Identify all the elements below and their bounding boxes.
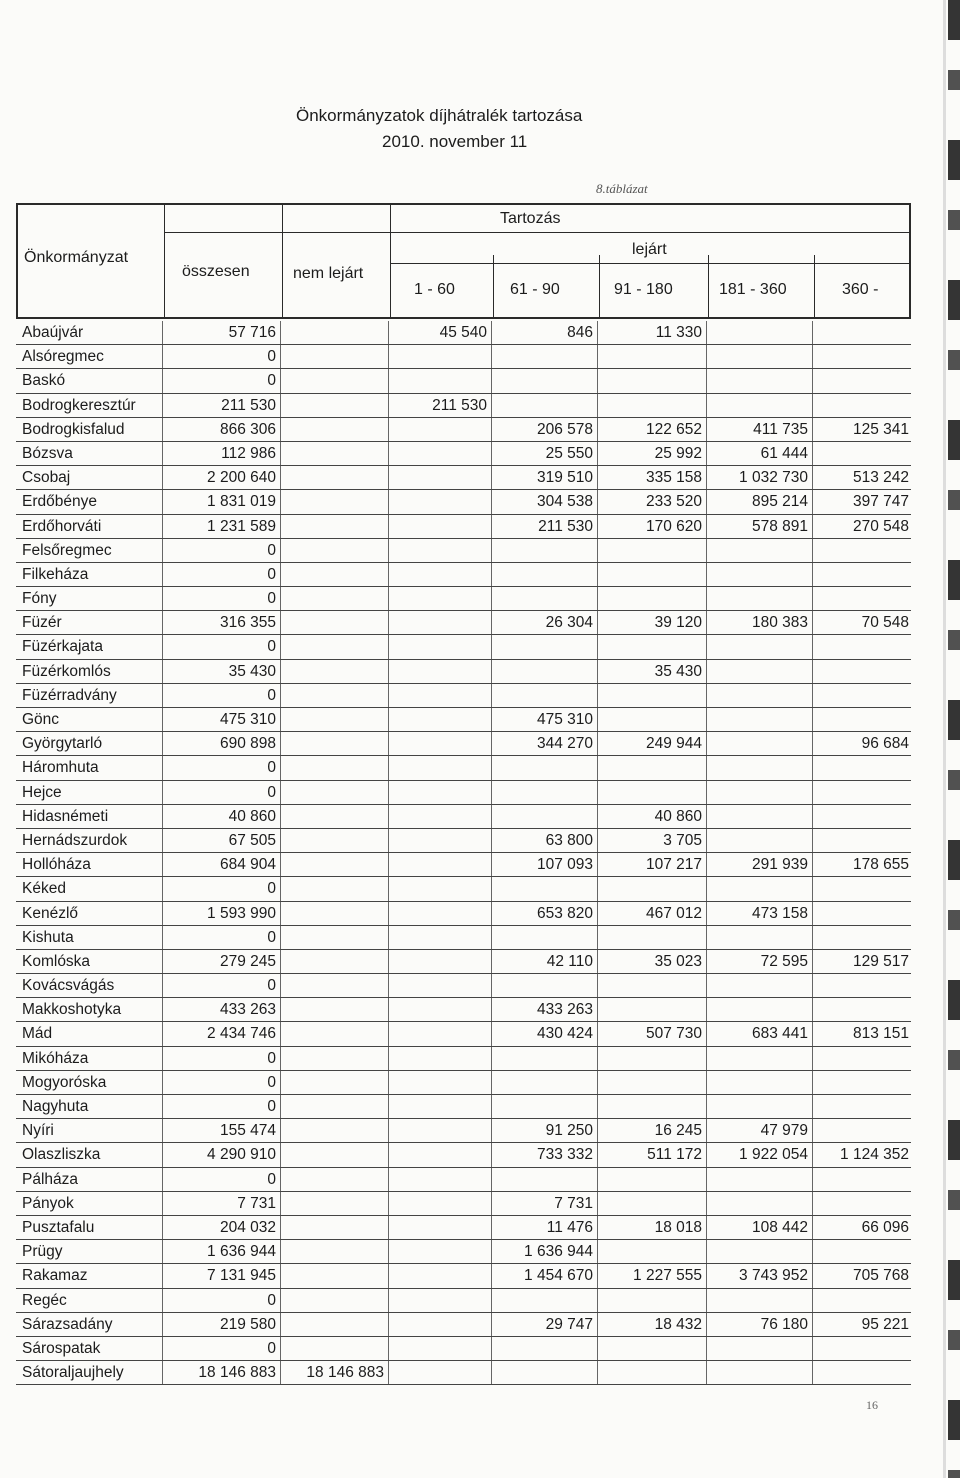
municipality-name: Felsőregmec [22, 541, 112, 559]
cell-b4: 180 383 [751, 614, 808, 632]
table-row [16, 853, 911, 877]
table-row [16, 1216, 911, 1240]
cell-b3: 35 023 [654, 952, 702, 970]
cell-b5: 1 124 352 [840, 1146, 909, 1164]
cell-b4: 1 922 054 [739, 1146, 808, 1164]
cell-osszesen: 0 [267, 928, 276, 946]
table-row [16, 708, 911, 732]
cell-osszesen: 0 [267, 880, 276, 898]
cell-b2: 475 310 [536, 711, 593, 728]
cell-nem-lejart: 18 146 883 [306, 1364, 384, 1382]
cell-b3: 335 158 [645, 469, 702, 487]
cell-osszesen: 1 593 990 [207, 904, 276, 922]
municipality-name: Komlóska [22, 952, 91, 970]
municipality-name: Sárospatak [22, 1339, 101, 1357]
municipality-name: Hollóháza [22, 856, 91, 874]
cell-b3: 507 730 [645, 1025, 702, 1043]
cell-osszesen: 0 [267, 1073, 276, 1091]
table-row [16, 781, 911, 805]
cell-b4: 1 032 730 [739, 469, 808, 487]
cell-osszesen: 433 263 [219, 1001, 276, 1019]
cell-osszesen: 0 [267, 541, 276, 559]
table-row [16, 394, 911, 418]
municipality-name: Kéked [22, 880, 66, 898]
cell-b5: 178 655 [852, 856, 909, 874]
cell-osszesen: 0 [267, 348, 276, 366]
cell-b4: 895 214 [751, 493, 808, 511]
cell-b2: 91 250 [545, 1122, 593, 1140]
municipality-name: Makkoshotyka [22, 1001, 122, 1019]
cell-b2: 344 270 [536, 735, 593, 753]
cell-osszesen: 35 430 [228, 662, 276, 680]
cell-b1: 211 530 [432, 396, 487, 414]
header-tartozas: Tartozás [500, 210, 561, 227]
table-row [16, 1337, 911, 1361]
cell-osszesen: 0 [267, 372, 276, 390]
municipality-name: Sárazsadány [22, 1315, 113, 1333]
table-row [16, 1047, 911, 1071]
table-row [16, 805, 911, 829]
table-row [16, 442, 911, 466]
cell-osszesen: 219 580 [219, 1315, 276, 1333]
municipality-name: Olaszliszka [22, 1146, 101, 1164]
municipality-name: Füzérradvány [22, 686, 117, 704]
cell-b2: 42 110 [546, 952, 593, 970]
cell-b4: 683 441 [751, 1025, 808, 1043]
cell-b2: 653 820 [536, 904, 593, 922]
table-row [16, 1143, 911, 1167]
municipality-name: Prügy [22, 1243, 63, 1261]
cell-b3: 1 227 555 [633, 1267, 702, 1285]
cell-b3: 40 860 [654, 807, 702, 825]
table-row [16, 321, 911, 345]
municipality-name: Hernádszurdok [22, 831, 128, 849]
table-body [16, 321, 911, 1385]
header-onkormanyzat: Önkormányzat [24, 249, 129, 266]
municipality-name: Nyíri [22, 1122, 54, 1140]
municipality-name: Háromhuta [22, 759, 99, 777]
cell-b5: 70 548 [861, 614, 909, 632]
municipality-name: Nagyhuta [22, 1098, 89, 1115]
cell-osszesen: 0 [267, 1098, 276, 1115]
cell-b5: 397 747 [852, 493, 909, 511]
municipality-name: Bodrogkisfalud [22, 420, 125, 438]
table-row [16, 902, 911, 926]
municipality-name: Gönc [22, 711, 60, 728]
cell-osszesen: 1 636 944 [207, 1243, 276, 1261]
cell-osszesen: 7 731 [237, 1194, 276, 1212]
page-title: Önkormányzatok díjhátralék tartozása [296, 106, 583, 125]
table-row [16, 1071, 911, 1095]
municipality-name: Hidasnémeti [22, 807, 109, 825]
cell-b3: 467 012 [645, 904, 702, 922]
cell-b2: 304 538 [536, 493, 593, 511]
cell-osszesen: 866 306 [219, 420, 276, 438]
table-row [16, 345, 911, 369]
municipality-name: Erdőbénye [22, 493, 97, 511]
municipality-name: Abaújvár [22, 324, 84, 341]
cell-b1: 45 540 [439, 324, 487, 341]
cell-b3: 25 992 [654, 444, 702, 462]
municipality-name: Pusztafalu [22, 1218, 95, 1236]
table-row [16, 684, 911, 708]
cell-osszesen: 475 310 [219, 711, 276, 728]
cell-b4: 411 735 [753, 420, 808, 438]
cell-b5: 95 221 [861, 1315, 909, 1333]
municipality-name: Filkeháza [22, 565, 89, 583]
cell-b4: 72 595 [760, 952, 808, 970]
cell-b3: 11 330 [655, 324, 702, 341]
cell-b3: 170 620 [645, 517, 702, 535]
cell-b5: 129 517 [852, 952, 909, 970]
municipality-name: Mád [22, 1025, 53, 1043]
cell-osszesen: 155 474 [219, 1122, 276, 1140]
table-row [16, 877, 911, 901]
cell-osszesen: 211 530 [221, 396, 276, 414]
cell-b2: 11 476 [546, 1218, 593, 1236]
table-row [16, 1022, 911, 1046]
cell-b3: 16 245 [654, 1122, 702, 1140]
cell-b3: 511 172 [647, 1146, 702, 1164]
header-bucket-1-60: 1 - 60 [414, 281, 455, 298]
table-row [16, 1264, 911, 1288]
cell-b3: 39 120 [654, 614, 702, 632]
table-row [16, 732, 911, 756]
cell-b4: 578 891 [751, 517, 808, 535]
table-row [16, 974, 911, 998]
cell-b2: 26 304 [545, 614, 593, 632]
municipality-name: Csobaj [22, 469, 71, 487]
table-row [16, 587, 911, 611]
cell-osszesen: 204 032 [219, 1218, 276, 1236]
municipality-name: Mogyoróska [22, 1073, 107, 1091]
cell-b3: 18 018 [654, 1218, 702, 1236]
municipality-name: Baskó [22, 372, 66, 390]
table-row [16, 998, 911, 1022]
cell-osszesen: 4 290 910 [207, 1146, 276, 1164]
table-row [16, 950, 911, 974]
cell-osszesen: 0 [267, 783, 276, 801]
municipality-name: Rakamaz [22, 1267, 88, 1285]
header-bucket-360: 360 - [842, 281, 879, 298]
table-row [16, 829, 911, 853]
cell-osszesen: 0 [267, 977, 276, 995]
cell-osszesen: 0 [267, 565, 276, 583]
cell-osszesen: 0 [267, 1339, 276, 1357]
table-row [16, 466, 911, 490]
municipality-name: Kovácsvágás [22, 977, 115, 995]
cell-b5: 270 548 [852, 517, 909, 535]
cell-osszesen: 684 904 [219, 856, 276, 874]
cell-b4: 473 158 [751, 904, 808, 922]
table-row [16, 1240, 911, 1264]
municipality-name: Alsóregmec [22, 348, 104, 366]
cell-b3: 233 520 [645, 493, 702, 511]
cell-osszesen: 1 231 589 [207, 517, 276, 535]
cell-osszesen: 690 898 [219, 735, 276, 753]
municipality-name: Kishuta [22, 928, 74, 946]
cell-b3: 107 217 [645, 856, 702, 874]
table-row [16, 418, 911, 442]
cell-b3: 122 652 [645, 420, 702, 438]
cell-b2: 206 578 [536, 420, 593, 438]
cell-b2: 7 731 [554, 1194, 593, 1212]
cell-osszesen: 1 831 019 [207, 493, 276, 511]
cell-osszesen: 0 [267, 1170, 276, 1188]
table-row [16, 1168, 911, 1192]
table-row [16, 1095, 911, 1119]
header-bucket-91-180: 91 - 180 [614, 281, 673, 298]
table-row [16, 1119, 911, 1143]
cell-b2: 1 636 944 [524, 1243, 593, 1261]
table-row [16, 490, 911, 514]
cell-b2: 63 800 [545, 831, 593, 849]
cell-b2: 846 [567, 324, 593, 341]
cell-b2: 733 332 [536, 1146, 593, 1164]
cell-osszesen: 40 860 [228, 807, 276, 825]
municipality-name: Pányok [22, 1194, 74, 1212]
municipality-name: Hejce [22, 783, 62, 801]
cell-b5: 66 096 [861, 1218, 909, 1236]
table-row [16, 611, 911, 635]
header-bucket-61-90: 61 - 90 [510, 281, 560, 298]
cell-osszesen: 0 [267, 1291, 276, 1309]
table-row [16, 1361, 911, 1385]
header-osszesen: összesen [182, 263, 250, 280]
page-subtitle-date: 2010. november 11 [382, 132, 528, 151]
table-row [16, 1289, 911, 1313]
table-row [16, 515, 911, 539]
cell-b2: 107 093 [536, 856, 593, 874]
cell-b4: 76 180 [760, 1315, 808, 1333]
table-row [16, 563, 911, 587]
cell-b4: 108 442 [751, 1218, 808, 1236]
municipality-name: Erdőhorváti [22, 517, 102, 535]
municipality-name: Fóny [22, 590, 57, 608]
cell-osszesen: 7 131 945 [207, 1267, 276, 1285]
table-row [16, 635, 911, 659]
municipality-name: Györgytarló [22, 735, 103, 753]
municipality-name: Füzérkomlós [22, 662, 111, 680]
cell-b2: 319 510 [536, 469, 593, 487]
cell-b5: 513 242 [852, 469, 909, 487]
table-row [16, 539, 911, 563]
cell-b5: 813 151 [852, 1025, 909, 1043]
table-row [16, 1192, 911, 1216]
municipality-name: Pálháza [22, 1170, 79, 1188]
cell-b5: 705 768 [852, 1267, 909, 1285]
table-header [16, 203, 911, 319]
header-nem-lejart: nem lejárt [293, 265, 364, 282]
cell-osszesen: 2 434 746 [207, 1025, 276, 1043]
cell-b2: 211 530 [538, 517, 593, 535]
municipality-name: Regéc [22, 1291, 67, 1309]
cell-osszesen: 0 [267, 638, 276, 656]
cell-osszesen: 18 146 883 [198, 1364, 276, 1382]
cell-b2: 29 747 [545, 1315, 593, 1333]
cell-b3: 18 432 [654, 1315, 702, 1333]
cell-osszesen: 316 355 [219, 614, 276, 632]
header-lejart: lejárt [632, 241, 667, 258]
header-bucket-181-360: 181 - 360 [719, 281, 787, 298]
cell-osszesen: 2 200 640 [207, 469, 276, 487]
scan-edge [948, 0, 960, 1478]
cell-b3: 35 430 [654, 662, 702, 680]
cell-osszesen: 279 245 [219, 952, 276, 970]
cell-b4: 291 939 [751, 856, 808, 874]
cell-b5: 96 684 [861, 735, 909, 753]
cell-b4: 47 979 [760, 1122, 808, 1140]
debt-table [16, 203, 911, 1385]
cell-osszesen: 57 716 [228, 324, 276, 341]
cell-b2: 25 550 [545, 444, 593, 462]
cell-osszesen: 0 [267, 1049, 276, 1067]
cell-b2: 1 454 670 [524, 1267, 593, 1285]
page-number: 16 [866, 1398, 878, 1412]
cell-osszesen: 0 [267, 590, 276, 608]
table-number: 8.táblázat [596, 181, 648, 196]
table-row [16, 369, 911, 393]
cell-b3: 249 944 [645, 735, 702, 753]
table-row [16, 926, 911, 950]
cell-osszesen: 67 505 [228, 831, 276, 849]
table-row [16, 1313, 911, 1337]
cell-b4: 61 444 [760, 444, 808, 462]
municipality-name: Bodrogkeresztúr [22, 396, 136, 414]
municipality-name: Füzér [22, 614, 62, 632]
municipality-name: Füzérkajata [22, 638, 103, 656]
cell-b3: 3 705 [663, 831, 702, 849]
table-row [16, 660, 911, 684]
municipality-name: Kenézlő [22, 904, 79, 922]
cell-b4: 3 743 952 [739, 1267, 808, 1285]
table-row [16, 756, 911, 780]
municipality-name: Sátoraljaujhely [22, 1364, 124, 1382]
cell-b2: 433 263 [536, 1001, 593, 1019]
cell-osszesen: 112 986 [221, 444, 276, 462]
municipality-name: Bózsva [22, 444, 73, 462]
cell-b2: 430 424 [536, 1025, 593, 1043]
municipality-name: Mikóháza [22, 1049, 89, 1067]
cell-osszesen: 0 [267, 686, 276, 704]
cell-b5: 125 341 [852, 420, 909, 438]
cell-osszesen: 0 [267, 759, 276, 777]
